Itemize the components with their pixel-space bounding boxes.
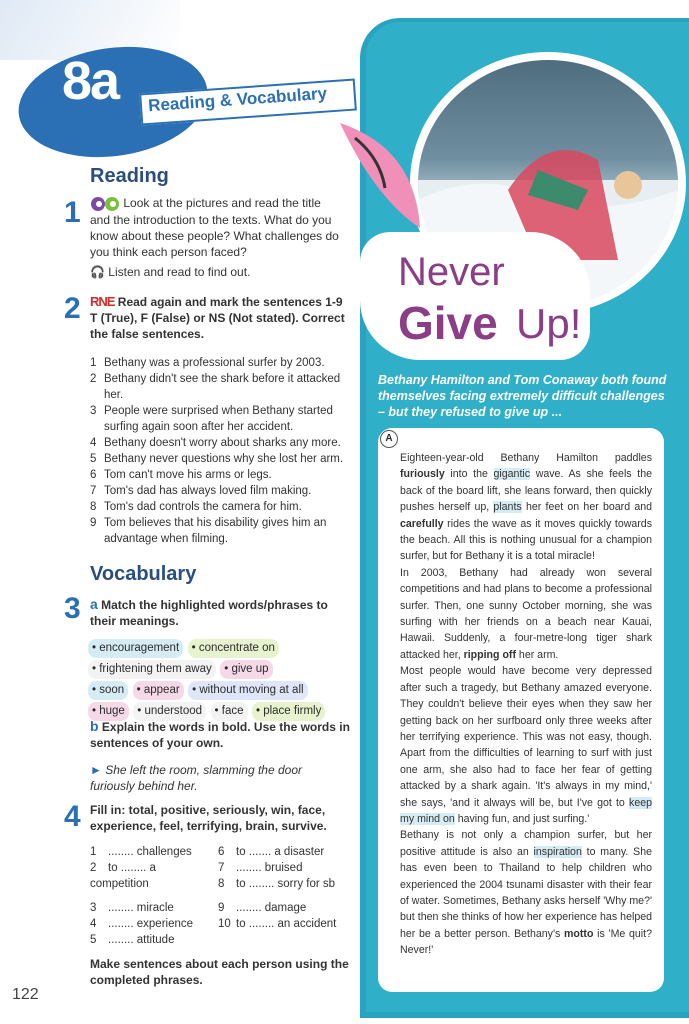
fill-in-item	[218, 916, 336, 932]
listen-text: Listen and read to find out.	[108, 265, 251, 279]
word-bank-row	[88, 638, 358, 659]
fill-in-item	[90, 932, 174, 948]
fill-in-number: 10	[218, 918, 231, 930]
word-chip	[188, 639, 279, 658]
bullet-icon: •	[137, 705, 145, 717]
fill-in-text: to ....... a disaster	[236, 846, 325, 858]
article-intro: Bethany Hamilton and Tom Conaway both found themselves facing extremely difficult challenges – but they refused to give up ...	[378, 373, 667, 419]
bullet-icon: •	[255, 705, 264, 717]
fill-in-item	[218, 900, 306, 916]
sentence-number: 5	[90, 453, 97, 465]
rne-icon: RNE	[90, 294, 115, 309]
word-chip	[220, 660, 272, 679]
sentence-number: 7	[90, 485, 97, 497]
word-chip-text: concentrate on	[198, 642, 275, 654]
sentence-number: 9	[90, 517, 97, 529]
exercise-1-number: 1	[64, 196, 81, 229]
article-title-line-2a: Give	[398, 297, 498, 349]
exercise-4	[90, 802, 340, 834]
article-paragraph-1: Eighteen-year-old Bethany Hamilton paddles furiously into the gigantic wave. As she feels the back of the board lift, she leans forward, then quickly pushes herself up, plants her feet on her board and carefully rides the wave as it moves quickly towards the beach. All this is nothing unusual for a champion surfer, but for Bethany it is a total miracle!	[400, 452, 653, 563]
fill-in-text: to ........ a competition	[90, 862, 156, 890]
headphones-icon: 🎧	[90, 265, 105, 279]
fill-in-text: ........ experience	[108, 918, 194, 930]
word-chip-text: without moving at all	[199, 684, 304, 696]
word-chip-text: encouragement	[99, 642, 180, 654]
fill-in-list	[90, 844, 360, 944]
exercise-3b-text: Explain the words in bold. Use the words in sentences of your own.	[90, 720, 350, 750]
fill-in-text: ........ attitude	[108, 934, 175, 946]
exercise-2-number: 2	[64, 292, 81, 325]
word-chip-text: face	[221, 705, 244, 717]
word-chip-text: place firmly	[263, 705, 322, 717]
sentence-item	[90, 451, 348, 467]
sentence-number: 6	[90, 469, 97, 481]
example-text: She left the room, slamming the door furiously behind her.	[90, 763, 302, 793]
bullet-icon: •	[136, 684, 144, 696]
word-bank-row	[88, 680, 358, 701]
sentence-number: 2	[90, 373, 97, 385]
sentence-item	[90, 371, 348, 403]
exercise-4-footer: Make sentences about each person using the completed phrases.	[90, 957, 349, 987]
bullet-icon: •	[92, 684, 100, 696]
example-sentence	[90, 762, 330, 794]
article-title-line-1: Never	[398, 250, 505, 294]
bullet-icon: •	[214, 705, 222, 717]
bullet-icon: •	[224, 663, 232, 675]
sentence-text: Tom believes that his disability gives him an advantage when filming.	[104, 517, 327, 545]
text-label-a: A	[380, 430, 398, 448]
sentence-item	[90, 435, 348, 451]
article-title-line-2b: Up!	[516, 300, 582, 347]
bullet-icon: •	[92, 642, 100, 654]
sentence-number: 3	[90, 405, 97, 417]
exercise-4-text: Fill in: total, positive, seriously, win, face, experience, feel, terrifying, brain, survive.	[90, 803, 327, 833]
fill-in-item	[90, 860, 200, 892]
bullet-icon: •	[192, 684, 200, 696]
fill-in-item	[218, 860, 302, 876]
word-bank-row	[88, 659, 358, 680]
article-paragraph-2: In 2003, Bethany had already won several competitions and had plans to become a professional surfer. Then, one sunny October morning, she was surfing with her friends on a beach near Kauai, Hawaii. Suddenly, a four-metre-long tiger shark attacked her, ripping off her arm.	[400, 566, 652, 661]
sentence-item	[90, 403, 348, 435]
fill-in-number: 6	[218, 846, 225, 858]
section-title: Reading & Vocabulary	[147, 83, 328, 116]
exercise-3a-text: Match the highlighted words/phrases to their meanings.	[90, 598, 328, 628]
word-chip-text: appear	[143, 684, 180, 696]
fill-in-item	[90, 900, 174, 916]
fill-in-text: ........ miracle	[108, 902, 174, 914]
surfboard	[335, 118, 425, 238]
exercise-1	[90, 195, 340, 260]
fill-in-number: 9	[218, 902, 225, 914]
sentence-text: Tom's dad controls the camera for him.	[104, 501, 302, 513]
exercise-1-text: Look at the pictures and read the title and the introduction to the texts. What do you know about these people? What challenges do you think each person faced?	[90, 196, 339, 259]
word-chip	[133, 681, 184, 700]
sentence-number: 1	[90, 357, 97, 369]
fill-in-text: ........ challenges	[108, 846, 192, 858]
word-chip	[188, 681, 307, 700]
sentence-text: Bethany doesn't worry about sharks any more.	[104, 437, 341, 449]
fill-in-number: 1	[90, 846, 97, 858]
article-paragraph-4: Bethany is not only a champion surfer, but her positive attitude is also an inspiration to many. She has even been to Thailand to help children who experienced the 2004 tsunami disaster with their fear of water. Sometimes, Bethany asks herself 'Why me?' but then she thinks of how her experience has helped her be a better person. Bethany's motto is 'Me quit? Never!'	[400, 829, 652, 957]
bullet-icon: •	[191, 642, 199, 654]
word-bank	[88, 638, 358, 722]
sentence-text: Bethany never questions why she lost her arm.	[104, 453, 344, 465]
sentence-number: 8	[90, 501, 97, 513]
sentence-item	[90, 355, 348, 371]
exercise-2-text-a: Read again and mark the sentences 1-9	[117, 295, 343, 309]
word-chip	[88, 681, 128, 700]
sentence-text: Tom's dad has always loved film making.	[104, 485, 312, 497]
exercise-4-number: 4	[64, 800, 81, 833]
exercise-3-number: 3	[64, 592, 81, 625]
bullet-icon: •	[92, 705, 100, 717]
fill-in-item	[218, 876, 335, 892]
fill-in-number: 8	[218, 878, 225, 890]
unit-number: 8a	[62, 51, 119, 111]
vocabulary-heading: Vocabulary	[90, 563, 197, 585]
fill-in-number: 2	[90, 862, 97, 874]
fill-in-number: 5	[90, 934, 97, 946]
sentence-item	[90, 499, 348, 515]
exercise-3b	[90, 718, 350, 751]
word-chip	[88, 639, 183, 658]
fill-in-item	[90, 916, 193, 932]
fill-in-number: 4	[90, 918, 97, 930]
sentence-item	[90, 467, 348, 483]
fill-in-number: 3	[90, 902, 97, 914]
exercise-2	[90, 294, 348, 342]
fill-in-item	[218, 844, 324, 860]
exercise-3a	[90, 596, 340, 629]
eyes-icon	[90, 196, 120, 212]
exercise-3b-label: b	[90, 718, 99, 734]
sentence-number: 4	[90, 437, 97, 449]
fill-in-item	[90, 844, 192, 860]
page-number: 122	[12, 986, 39, 1003]
sentence-text: People were surprised when Bethany started surfing again soon after her accident.	[104, 405, 333, 433]
sentence-text: Bethany didn't see the shark before it attacked her.	[104, 373, 341, 401]
sentence-item	[90, 483, 348, 499]
article-paragraph-3: Most people would have become very depressed after such a tragedy, but Bethany amazed everyone. They couldn't believe their eyes when they saw her getting back on her surfboard only three weeks after her terrifying experience. This was not easy, though. Apart from the difficulties of learning to surf with just one arm, she also had to face her fear of getting attacked by a shark again. 'It's always in my mind,' she says, 'and it always will be, but I've got to keep my mind on having fun, and just surfing.'	[400, 665, 652, 825]
word-chip-text: soon	[99, 684, 125, 696]
word-chip-text: understood	[144, 705, 203, 717]
fill-in-text: ........ bruised	[236, 862, 303, 874]
sentence-text: Tom can't move his arms or legs.	[104, 469, 272, 481]
sentence-list	[90, 355, 348, 547]
reading-heading: Reading	[90, 165, 169, 187]
fill-in-text: ........ damage	[236, 902, 307, 914]
fill-in-text: to ........ sorry for sb	[236, 878, 336, 890]
sentence-text: Bethany was a professional surfer by 2003.	[104, 357, 325, 369]
word-chip-text: give up	[231, 663, 269, 675]
fill-in-number: 7	[218, 862, 225, 874]
fill-in-text: to ........ an accident	[236, 918, 337, 930]
bullet-icon: •	[92, 663, 100, 675]
word-chip-text: huge	[99, 705, 125, 717]
exercise-3a-label: a	[90, 596, 98, 612]
sentence-item	[90, 515, 348, 547]
word-chip-text: frightening them away	[99, 663, 212, 675]
exercise-2-text-b: T (True), F (False) or NS (Not stated). Correct the false sentences.	[90, 311, 345, 341]
exercise-1-listen	[90, 264, 250, 280]
article-body	[400, 450, 652, 959]
arrow-icon: ►	[90, 763, 102, 777]
word-chip	[88, 660, 216, 679]
